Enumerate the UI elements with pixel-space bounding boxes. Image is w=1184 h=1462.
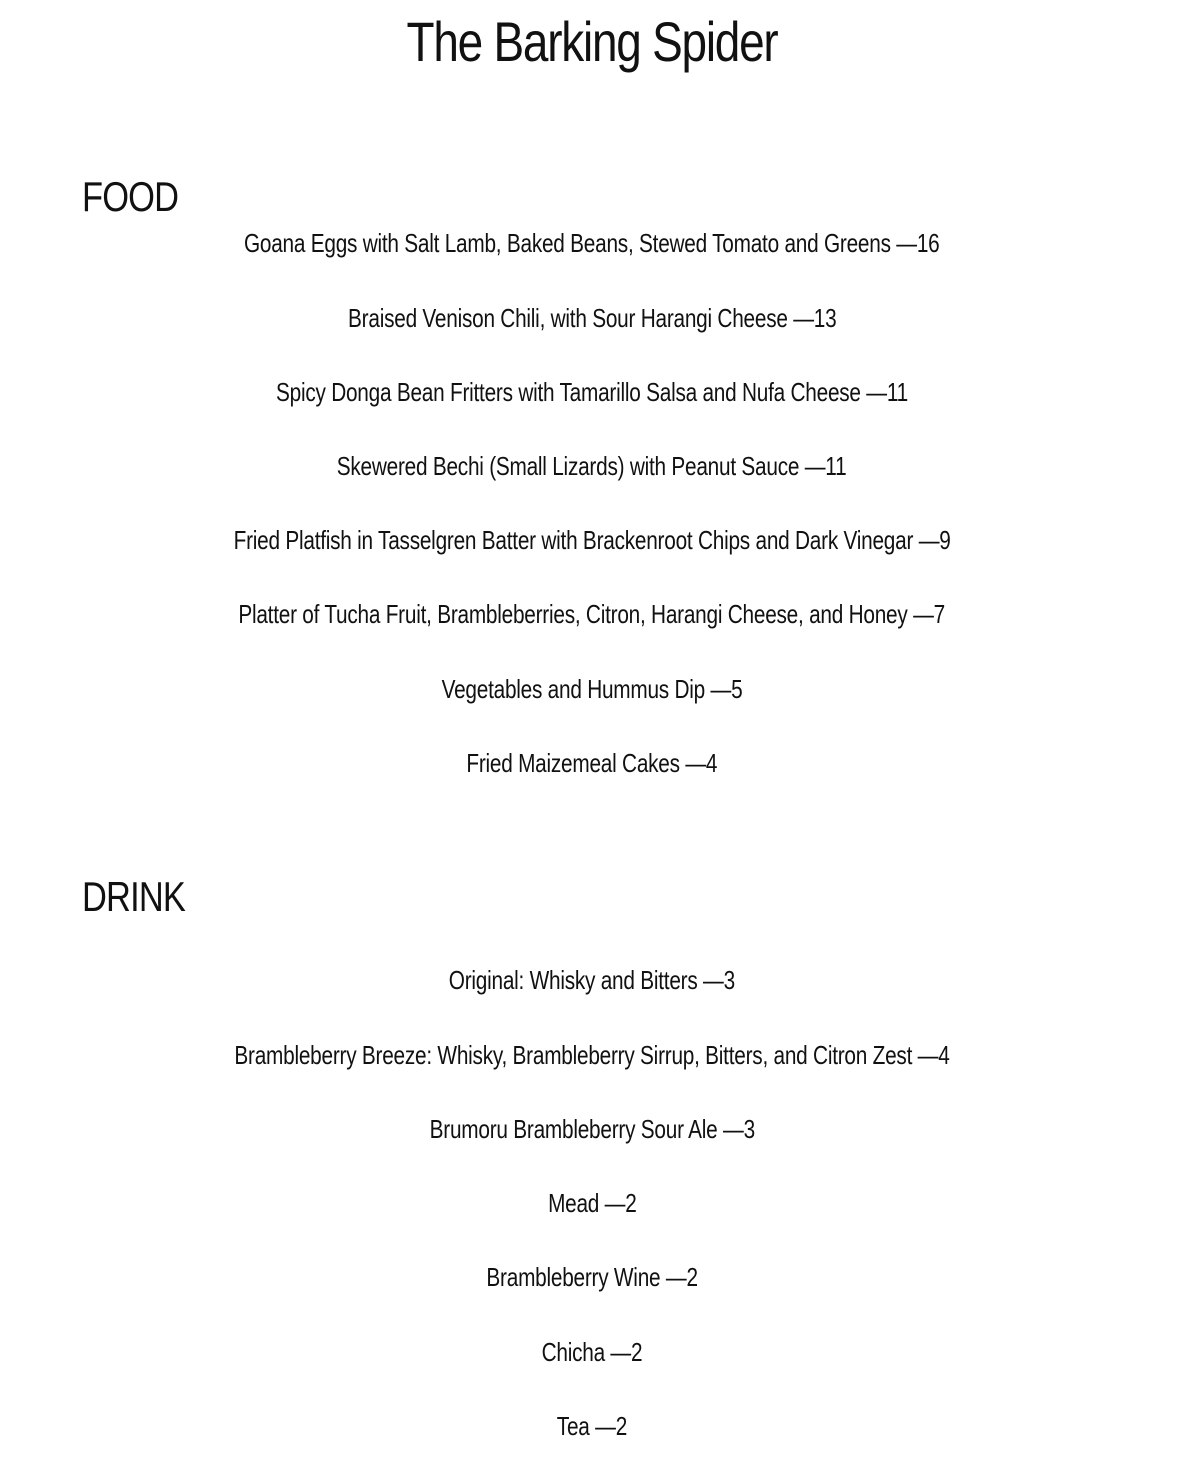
- food-item: Platter of Tucha Fruit, Brambleberries, Citron, Harangi Cheese, and Honey —7: [238, 599, 946, 629]
- drink-heading: DRINK: [82, 873, 186, 920]
- food-item: Spicy Donga Bean Fritters with Tamarillo Salsa and Nufa Cheese —11: [275, 377, 908, 407]
- food-item: Goana Eggs with Salt Lamb, Baked Beans, Stewed Tomato and Greens —16: [244, 228, 940, 258]
- drink-item: Tea —2: [556, 1411, 628, 1441]
- food-item: Skewered Bechi (Small Lizards) with Peanut Sauce —11: [337, 451, 847, 481]
- drink-item: Brambleberry Breeze: Whisky, Brambleberry Sirrup, Bitters, and Citron Zest —4: [234, 1040, 950, 1070]
- food-heading: FOOD: [82, 173, 179, 220]
- drink-item: Mead —2: [547, 1188, 637, 1218]
- food-item: Braised Venison Chili, with Sour Harangi Cheese —13: [347, 303, 837, 333]
- food-item: Fried Platfish in Tasselgren Batter with Brackenroot Chips and Dark Vinegar —9: [233, 525, 951, 555]
- food-item: Fried Maizemeal Cakes —4: [466, 748, 718, 778]
- drink-item: Chicha —2: [541, 1337, 643, 1367]
- drink-item: Brambleberry Wine —2: [486, 1262, 698, 1292]
- drink-item: Brumoru Brambleberry Sour Ale —3: [429, 1114, 755, 1144]
- drink-item: Original: Whisky and Bitters —3: [448, 965, 736, 995]
- food-item: Vegetables and Hummus Dip —5: [441, 674, 743, 704]
- menu-title: The Barking Spider: [406, 10, 778, 73]
